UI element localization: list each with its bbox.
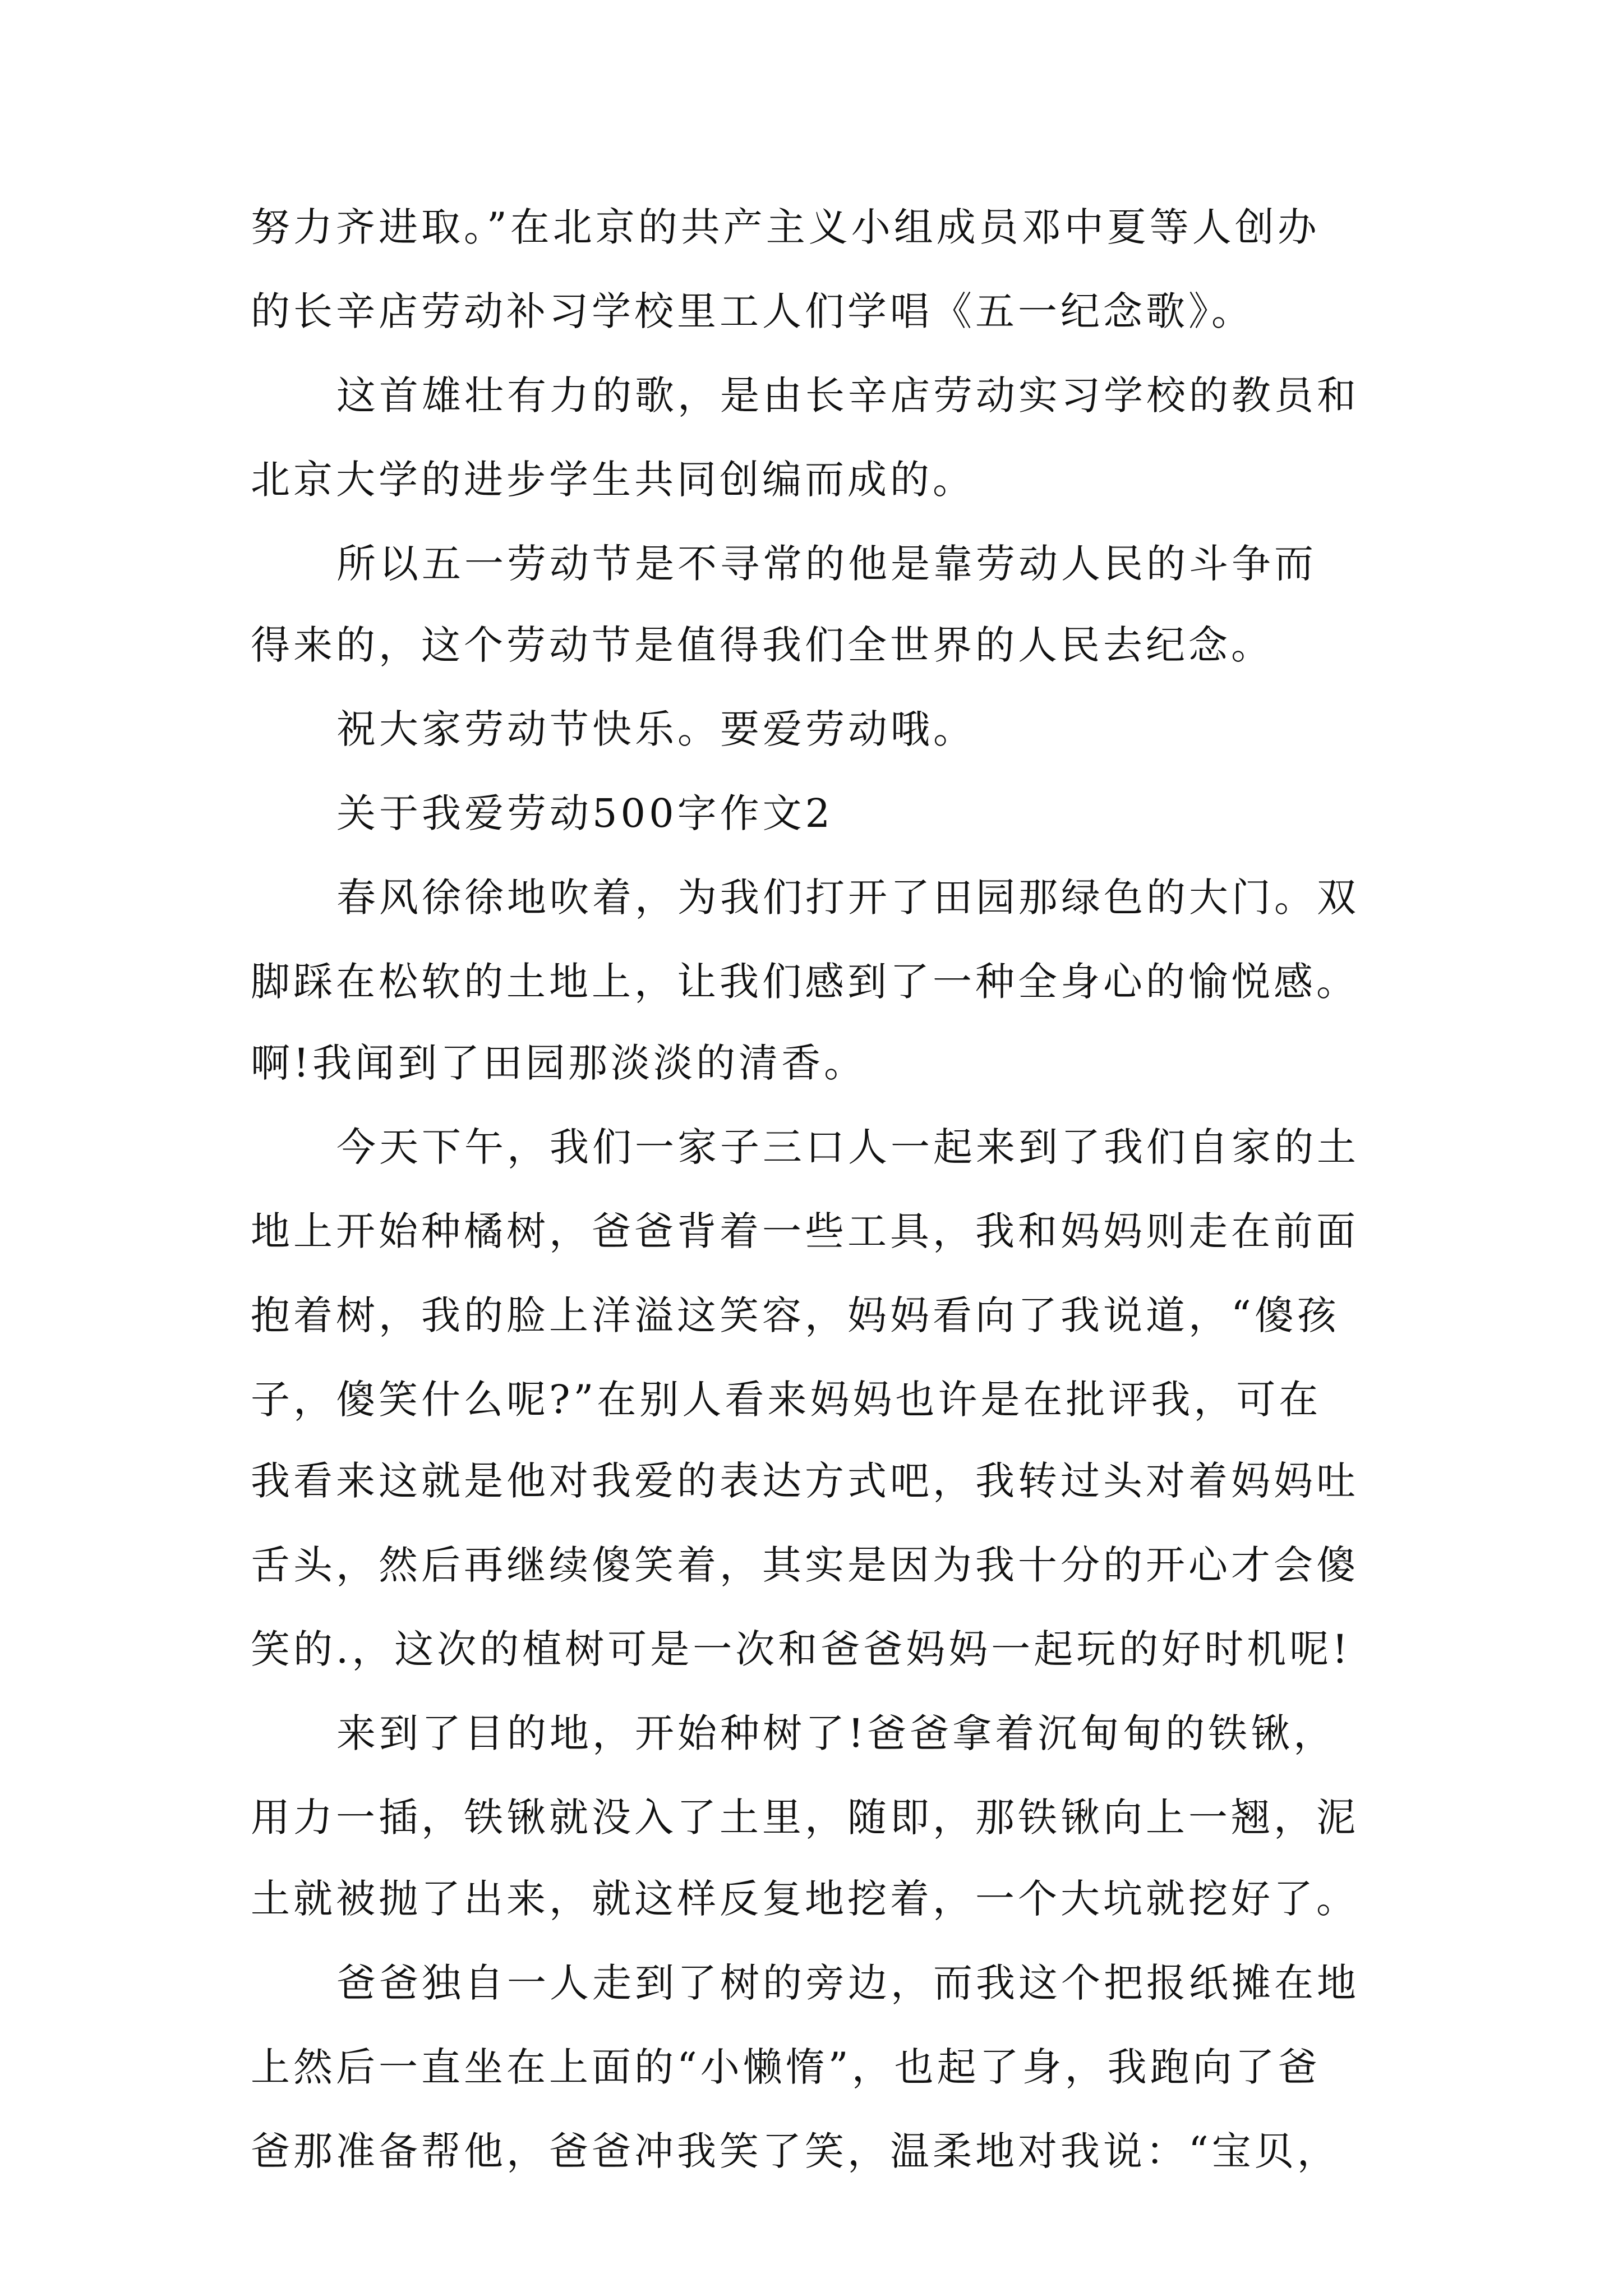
text-line: 地上开始种橘树，爸爸背着一些工具，我和妈妈则走在前面 (251, 1208, 1359, 1254)
text-line: 子，傻笑什么呢?”在别人看来妈妈也许是在批评我，可在 (251, 1377, 1322, 1423)
text-line: 北京大学的进步学生共同创编而成的。 (251, 457, 975, 503)
section-heading: 关于我爱劳动500字作文2 (336, 790, 834, 836)
text-line: 脚踩在松软的土地上，让我们感到了一种全身心的愉悦感。 (251, 959, 1359, 1005)
text-line: 爸那准备帮他，爸爸冲我笑了笑，温柔地对我说：“宝贝， (251, 2128, 1340, 2174)
text-line: 用力一插，铁锹就没入了土里，随即，那铁锹向上一翘，泥 (251, 1795, 1359, 1841)
text-line: 土就被抛了出来，就这样反复地挖着，一个大坑就挖好了。 (251, 1876, 1359, 1922)
text-line: 努力齐进取。”在北京的共产主义小组成员邓中夏等人创办 (251, 204, 1320, 250)
text-line: 笑的.，这次的植树可是一次和爸爸妈妈一起玩的好时机呢! (251, 1626, 1352, 1672)
text-line: 得来的，这个劳动节是值得我们全世界的人民去纪念。 (251, 622, 1274, 668)
text-line: 的长辛店劳动补习学校里工人们学唱《五一纪念歌》。 (251, 288, 1254, 334)
text-line: 这首雄壮有力的歌，是由长辛店劳动实习学校的教员和 (336, 372, 1359, 418)
text-line: 我看来这就是他对我爱的表达方式吧，我转过头对着妈妈吐 (251, 1458, 1359, 1504)
text-line: 来到了目的地，开始种树了!爸爸拿着沉甸甸的铁锹， (336, 1710, 1336, 1756)
text-line: 抱着树，我的脸上洋溢这笑容，妈妈看向了我说道，“傻孩 (251, 1292, 1340, 1338)
text-line: 今天下午，我们一家子三口人一起来到了我们自家的土 (336, 1124, 1359, 1170)
text-line: 上然后一直坐在上面的“小懒惰”，也起了身，我跑向了爸 (251, 2044, 1321, 2090)
text-line: 啊!我闻到了田园那淡淡的清香。 (251, 1040, 867, 1086)
text-line: 春风徐徐地吹着，为我们打开了田园那绿色的大门。双 (336, 875, 1359, 921)
text-line: 祝大家劳动节快乐。要爱劳动哦。 (336, 706, 976, 752)
text-line: 所以五一劳动节是不寻常的他是靠劳动人民的斗争而 (336, 541, 1317, 587)
text-line: 爸爸独自一人走到了树的旁边，而我这个把报纸摊在地 (336, 1960, 1359, 2006)
text-line: 舌头，然后再继续傻笑着，其实是因为我十分的开心才会傻 (251, 1542, 1359, 1588)
